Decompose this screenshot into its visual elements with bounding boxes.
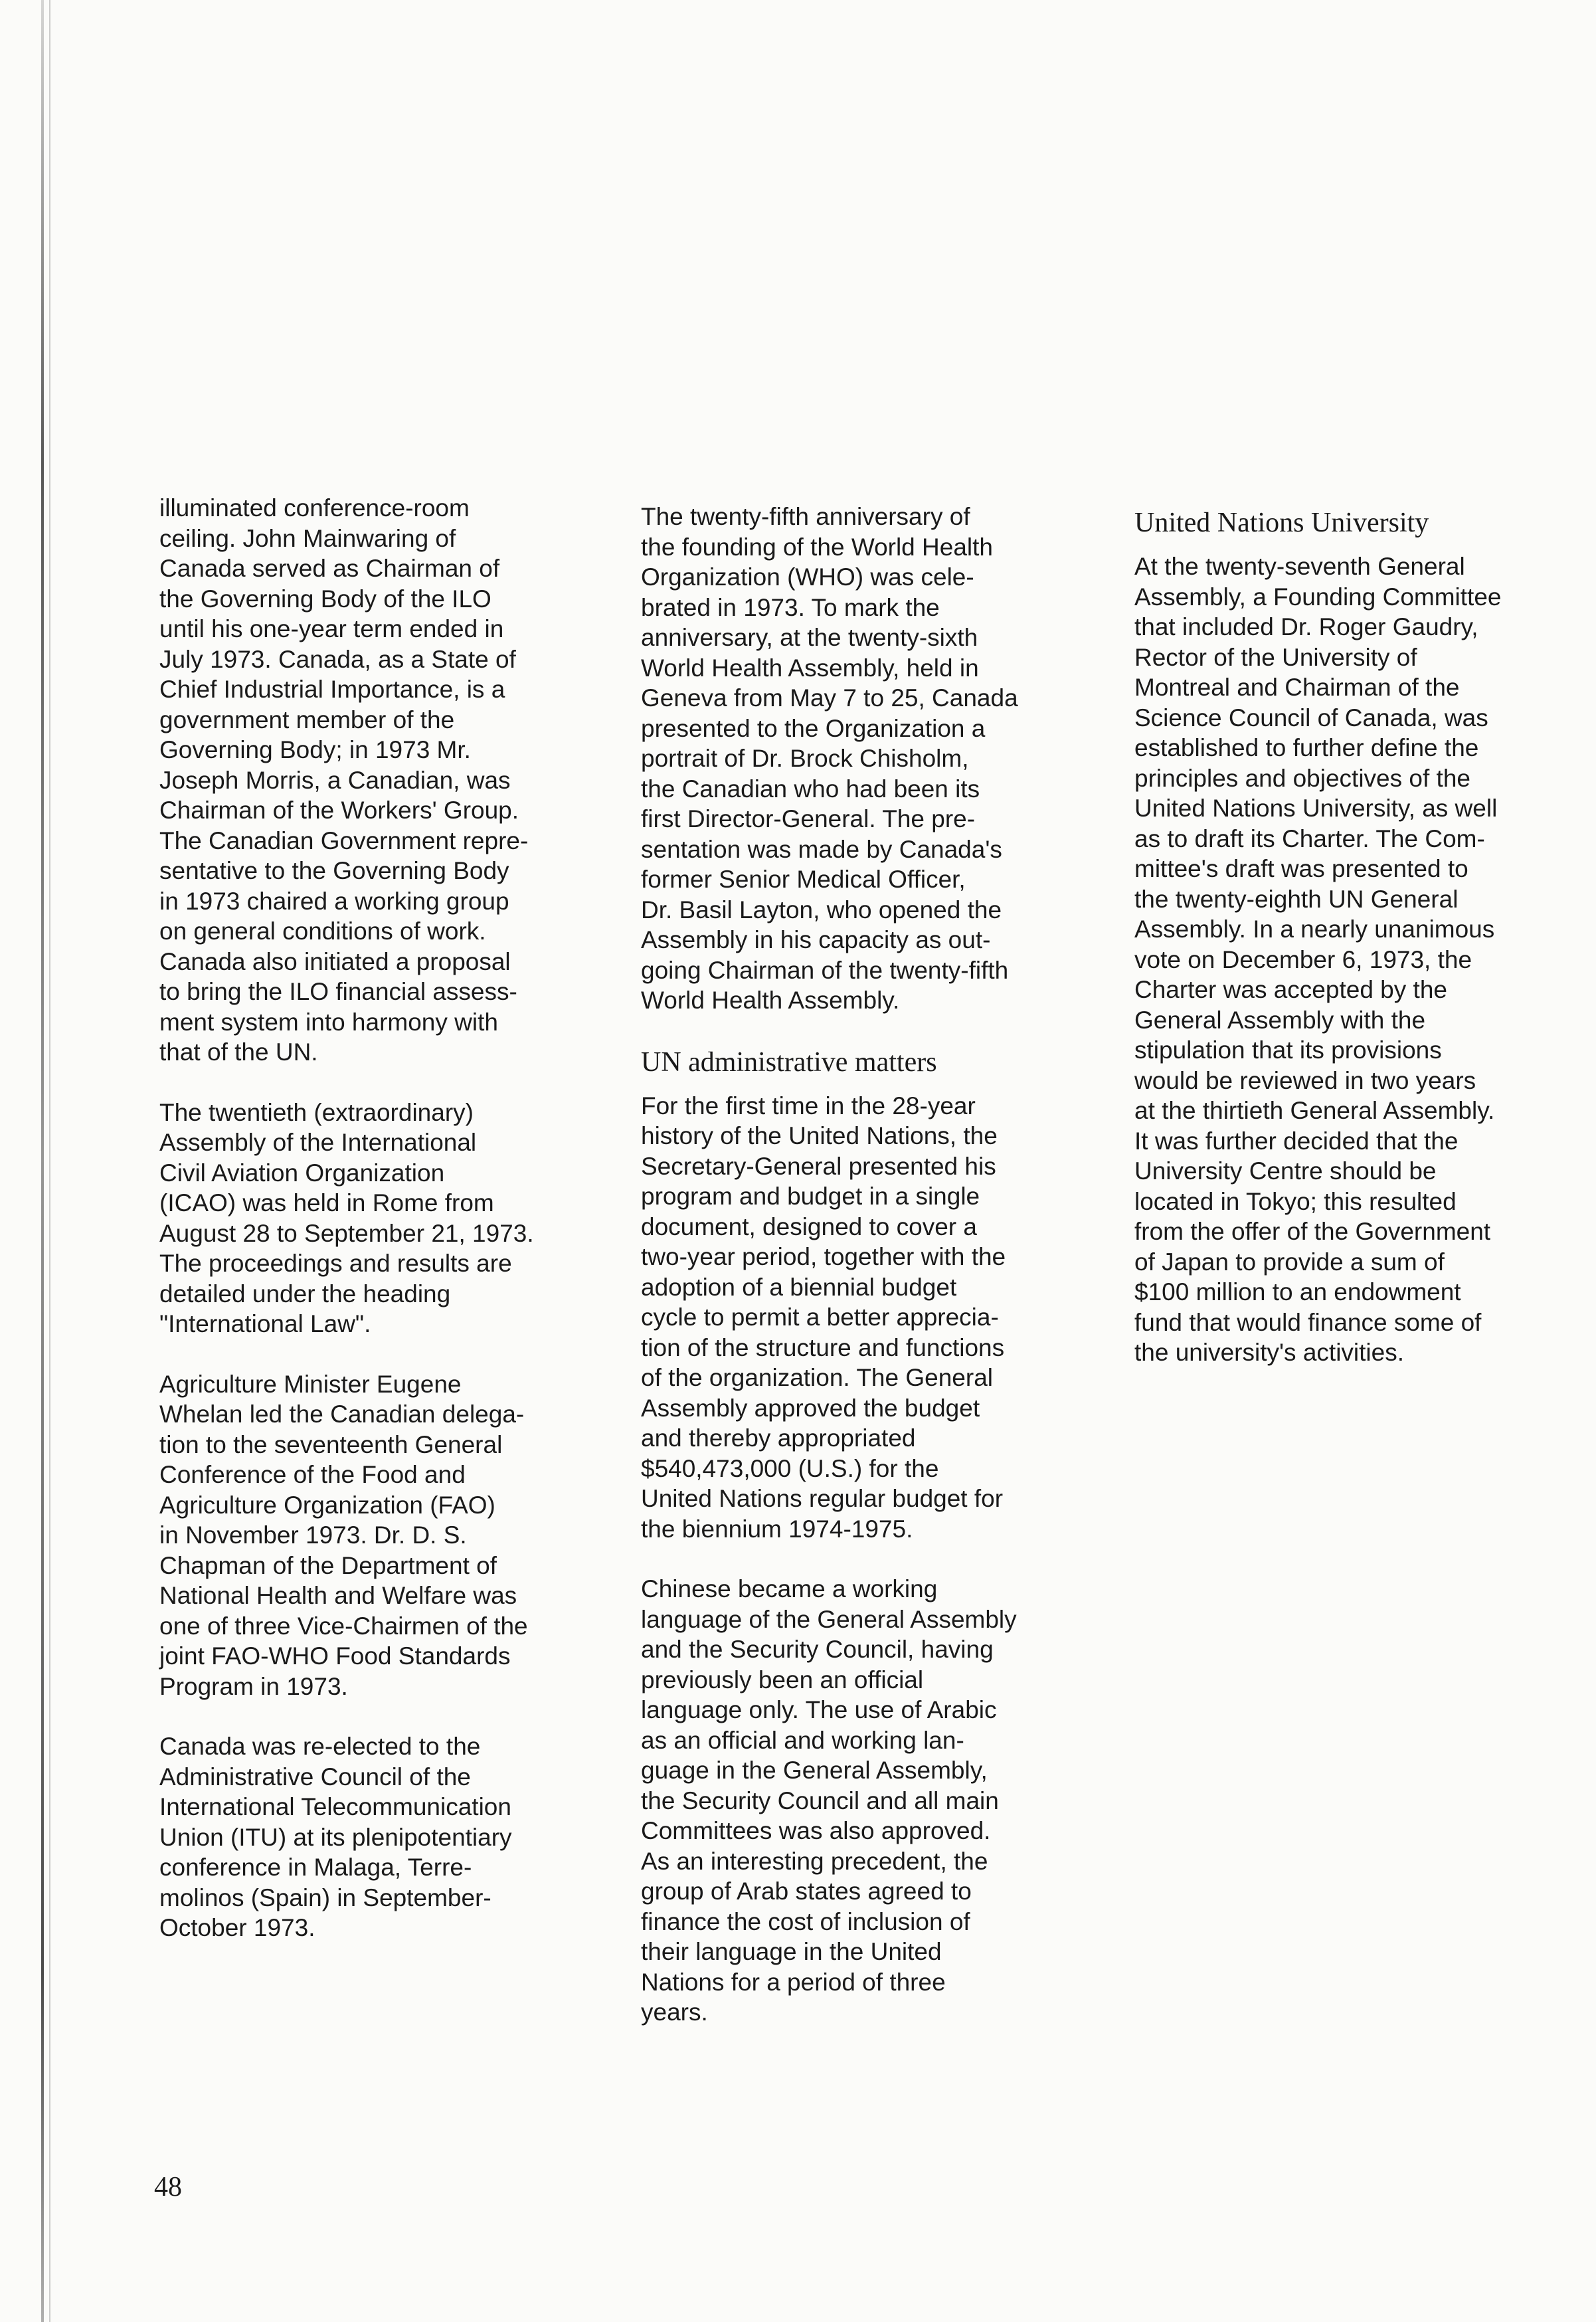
- paragraph-who: The twenty-fifth anniversary of the founding of the World Health Organization (WHO) was cele- brated in 1973. To mark the anniversary, at the twenty-sixth World Health Assembly, held in Geneva from May 7 to 25, Canada presented to the Organization a portrait of Dr. Brock Chisholm, the Canadian who had been its first Director-General. The pre- sentation was made by Canada's former Senior Medical Officer, Dr. Basil Layton, who opened the Assembly in his capacity as out- going Chairman of the twenty-fifth World Health Assembly.: [641, 503, 1018, 1014]
- binding-edge: [41, 0, 44, 2322]
- paragraph-fao: Agriculture Minister Eugene Whelan led the Canadian delega- tion to the seventeenth General Conference of the Food and Agriculture Organization (FAO) in November 1973. Dr. D. S. Chapman of the Department of National Health and Welfare was one of three Vice-Chairmen of the joint FAO-WHO Food Standards Program in 1973.: [159, 1370, 528, 1700]
- page-number: 48: [154, 2172, 182, 2202]
- paragraph-budget: For the first time in the 28-year history of the United Nations, the Secretary-General presented his program and budget in a single document, designed to cover a two-year period, together with the adoption of a biennial budget cycle to permit a better apprecia- tion of the structure and functions of the organization. The General Assembly approved the budget and thereby appropriated $540,473,000 (U.S.) for the United Nations regular budget for the biennium 1974-1975.: [641, 1092, 1006, 1543]
- section-heading-united-nations-university: United Nations University: [1134, 508, 1429, 538]
- column-1: [159, 493, 611, 1943]
- paragraph-languages: Chinese became a working language of the General Assembly and the Security Council, having previously been an official language only. The use of Arabic as an official and working lan- guage in the General Assembly, the Security Council and all main Committees was also approved. As an interesting precedent, the group of Arab states agreed to finance the cost of inclusion of their language in the United Nations for a period of three years.: [641, 1575, 1017, 2026]
- paragraph-itu: Canada was re-elected to the Administrative Council of the International Telecommunication Union (ITU) at its plenipotentiary conference in Malaga, Terre- molinos (Spain) in September- October 1973.: [159, 1733, 512, 1941]
- paragraph-icao: The twentieth (extraordinary) Assembly of the International Civil Aviation Organization (ICAO) was held in Rome from August 28 to September 21, 1973. The proceedings and results are detailed under the heading "International Law".: [159, 1098, 534, 1337]
- section-heading-un-administrative-matters: UN administrative matters: [641, 1046, 937, 1078]
- binding-shadow: [49, 0, 50, 2322]
- paragraph-un-university: At the twenty-seventh General Assembly, a Founding Committee that included Dr. Roger Gaudry, Rector of the University of Montreal and Chairman of the Science Council of Canada, was established to further define the principles and objectives of the United Nations University, as well as to draft its Charter. The Com- mittee's draft was presented to the twenty-eighth UN General Assembly. In a nearly unanimous vote on December 6, 1973, the Charter was accepted by the General Assembly with the stipulation that its provisions would be reviewed in two years at the thirtieth General Assembly. It was further decided that the University Centre should be located in Tokyo; this resulted from the offer of the Government of Japan to provide a sum of $100 million to an endowment fund that would finance some of the university's activities.: [1134, 553, 1502, 1366]
- column-2: [641, 502, 1093, 2028]
- paragraph-ilo: illuminated conference-room ceiling. John Mainwaring of Canada served as Chairman of the Governing Body of the ILO until his one-year term ended in July 1973. Canada, as a State of Chief Industrial Importance, is a government member of the Governing Body; in 1973 Mr. Joseph Morris, a Canadian, was Chairman of the Workers' Group. The Canadian Government repre- sentative to the Governing Body in 1973 chaired a working group on general conditions of work. Canada also initiated a proposal to bring the ILO financial assess- ment system into harmony with that of the UN.: [159, 494, 529, 1066]
- column-3: [1134, 506, 1586, 1368]
